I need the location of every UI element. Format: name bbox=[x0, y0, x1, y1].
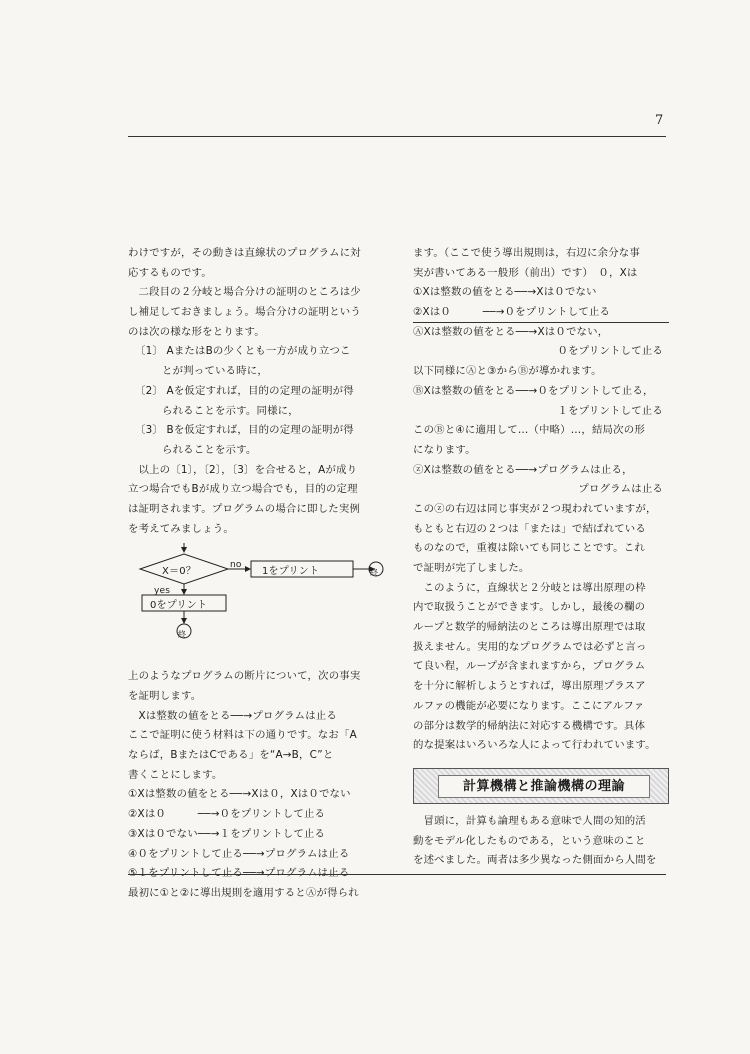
text-line: 上のようなプログラムの断片について，次の事実 bbox=[128, 670, 361, 683]
right-column bbox=[413, 244, 669, 871]
text-line: を十分に解析しようとすれば，導出原理プラスア bbox=[413, 680, 646, 693]
rule-line: ⑤１をプリントして止る──→プログラムは止る bbox=[128, 867, 350, 880]
derivation-line: ⒶXは整数の値をとる──→Xは０でない， bbox=[413, 325, 609, 338]
text-line: になります。 bbox=[413, 443, 476, 456]
text-line: ものなので，重複は除いても同じことです。これ bbox=[413, 542, 645, 555]
text-line: 内で取扱うことができます。しかし，最後の欄の bbox=[413, 601, 646, 614]
text-line: 二段目の２分岐と場合分けの証明のところは少 bbox=[138, 286, 361, 299]
text-line: の部分は数学的帰納法に対応する機構です。具体 bbox=[413, 719, 646, 732]
text-line: 実が書いてある一般形（前出）です） ０，Xは bbox=[413, 266, 638, 279]
rule-line: ②Xは０ ──→０をプリントして止る bbox=[413, 303, 669, 323]
section-title: 計算機構と推論機構の理論 bbox=[438, 775, 650, 798]
text-line: で証明が完了しました。 bbox=[413, 562, 530, 574]
rule-line: ②Xは０ ──→０をプリントして止る bbox=[128, 808, 326, 821]
flow-yes-label: yes bbox=[154, 586, 171, 597]
rule-line: ①Xは整数の値をとる──→Xは０でない bbox=[413, 286, 597, 299]
flow-no-label: no bbox=[230, 560, 242, 571]
flowchart bbox=[128, 539, 386, 667]
list-item bbox=[128, 342, 386, 362]
flow-end-label: 終 bbox=[370, 568, 379, 578]
text-line: 扱えません。実用的なプログラムでは必ずと言っ bbox=[413, 640, 647, 653]
text-line: 的な提案はいろいろな人によって行われています。 bbox=[413, 739, 656, 752]
claim-line: Xは整数の値をとる──→プログラムは止る bbox=[138, 709, 337, 722]
text-line: し補足しておきましょう。場合分けの証明という bbox=[128, 306, 361, 319]
text-line: を述べました。両者は多少異なった側面から人間を bbox=[413, 854, 657, 867]
text-line: のは次の様な形をとります。 bbox=[128, 325, 265, 338]
text-line: わけですが，その動きは直線状のプログラムに対 bbox=[128, 247, 361, 259]
text-line: を証明します。 bbox=[128, 690, 202, 702]
text-line: 冒頭に，計算も論理もある意味で人間の知的活 bbox=[423, 814, 646, 827]
list-text: Aを仮定すれば，目的の定理の証明が得 bbox=[166, 384, 354, 397]
section-banner bbox=[413, 768, 669, 804]
text-line: 応するものです。 bbox=[128, 266, 212, 279]
text-line: 最初に①と②に導出規則を適用するとⒶが得られ bbox=[128, 886, 359, 899]
text-line: を考えてみましょう。 bbox=[128, 522, 234, 535]
text-line: て良い程，ループが含まれますから，プログラム bbox=[413, 660, 646, 673]
list-item bbox=[128, 421, 386, 441]
derivation-line: ⓩXは整数の値をとる──→プログラムは止る， bbox=[413, 463, 633, 476]
top-rule bbox=[128, 136, 666, 137]
text-line: ルファの機能が必要になります。ここにアルファ bbox=[413, 699, 645, 712]
list-item-continuation: られることを示す。同様に， bbox=[162, 404, 299, 417]
text-line: 以下同様にⒶと③からⒷが導かれます。 bbox=[413, 365, 602, 378]
derivation-line: プログラムは止る bbox=[578, 483, 663, 496]
page-number: 7 bbox=[655, 113, 664, 128]
flow-end-label-2: 終 bbox=[178, 630, 187, 640]
list-number: 〔2〕 bbox=[135, 384, 163, 397]
list-number: 〔1〕 bbox=[135, 345, 163, 358]
text-line: ます。（ここで使う導出規則は，右辺に余分な事 bbox=[413, 247, 640, 259]
flow-box-no: 1をプリント bbox=[262, 566, 320, 578]
derivation-line: ０をプリントして止る bbox=[557, 345, 663, 358]
list-text: AまたはBの少くとも一方が成り立つこ bbox=[166, 345, 351, 358]
left-column bbox=[128, 244, 386, 904]
text-line: このⒷと④に適用して…（中略）…，結局次の形 bbox=[413, 424, 645, 437]
list-item-continuation: られることを示す。 bbox=[162, 443, 257, 456]
text-line: 書くことにします。 bbox=[128, 768, 223, 781]
flow-condition: X＝0？ bbox=[162, 566, 197, 578]
list-text: Bを仮定すれば，目的の定理の証明が得 bbox=[166, 424, 354, 437]
rule-line: ④０をプリントして止る──→プログラムは止る bbox=[128, 847, 350, 860]
derivation-line: ⒷXは整数の値をとる──→０をプリントして止る， bbox=[413, 384, 654, 397]
text-line: 以上の〔1〕，〔2〕，〔3〕を合せると，Aが成り bbox=[138, 463, 358, 476]
bottom-rule bbox=[128, 874, 666, 875]
rule-line: ③Xは０でない──→１をプリントして止る bbox=[128, 827, 326, 840]
derivation-line: １をプリントして止る bbox=[557, 404, 663, 417]
text-line: 動をモデル化したものである，という意味のこと bbox=[413, 834, 646, 847]
list-item bbox=[128, 382, 386, 402]
text-line: 立つ場合でもBが成り立つ場合でも，目的の定理 bbox=[128, 483, 358, 496]
list-number: 〔3〕 bbox=[135, 424, 163, 437]
text-line: ここで証明に使う材料は下の通りです。なお「A bbox=[128, 729, 357, 742]
text-line: は証明されます。プログラムの場合に即した実例 bbox=[128, 502, 361, 515]
list-item-continuation: とが判っている時に， bbox=[162, 365, 268, 378]
text-line: このⓩの右辺は同じ事実が２つ現われていますが， bbox=[413, 502, 657, 515]
text-line: もともと右辺の２つは「または」で結ばれている bbox=[413, 522, 646, 535]
text-line: このように，直線状と２分岐とは導出原理の枠 bbox=[423, 581, 646, 594]
rule-line: ①Xは整数の値をとる──→Xは０，Xは０でない bbox=[128, 788, 351, 801]
text-line: ループと数学的帰納法のところは導出原理では取 bbox=[413, 621, 646, 634]
text-line: ならば，BまたはCである」を“A→B，C”と bbox=[128, 749, 334, 762]
flow-box-yes: 0をプリント bbox=[150, 600, 208, 612]
